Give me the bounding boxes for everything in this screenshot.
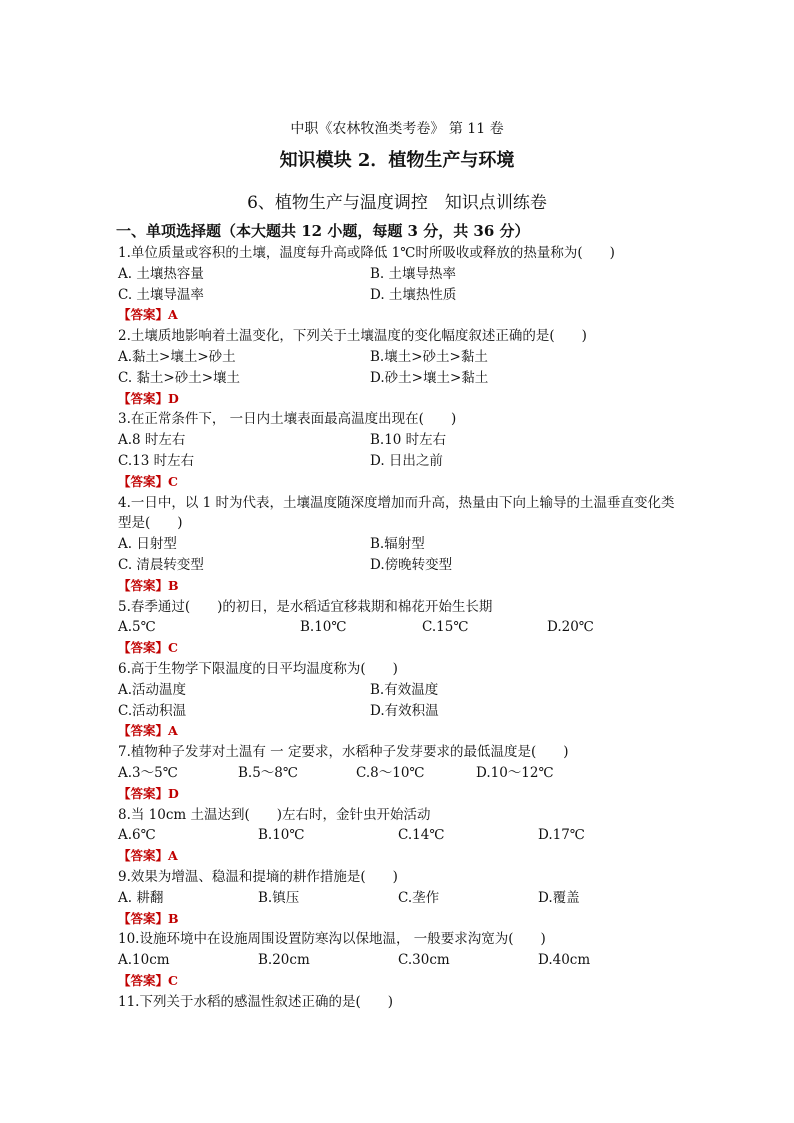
answer-label: 【答案】C <box>118 640 178 656</box>
option: D. 日出之前 <box>370 452 443 469</box>
option-row <box>118 701 688 722</box>
question-stem: 10.设施环境中在设施周围设置防寒沟以保地温， 一般要求沟宽为( ) <box>118 931 546 948</box>
question-stem: 3.在正常条件下， 一日内土壤表面最高温度出现在( ) <box>118 411 457 428</box>
option: C.30cm <box>398 952 450 969</box>
exam-subtitle: 6、植物生产与温度调控 知识点训练卷 <box>247 193 547 213</box>
option: A.黏土>壤土>砂土 <box>118 348 236 365</box>
answer-label: 【答案】D <box>118 785 179 801</box>
option: A.5℃ <box>118 619 156 636</box>
option: A.8 时左右 <box>118 432 186 449</box>
option: B.5～8℃ <box>238 764 298 781</box>
option: C.垄作 <box>398 889 440 906</box>
question-stem: 8.当 10cm 土温达到( )左右时，金针虫开始活动 <box>118 806 431 823</box>
option-row <box>118 451 688 472</box>
section-heading: 一、单项选择题（本大题共 12 小题，每题 3 分，共 36 分） <box>116 222 530 240</box>
option: B.镇压 <box>258 889 300 906</box>
option-row <box>118 680 688 701</box>
option: B.10℃ <box>300 619 347 636</box>
option-row <box>118 825 688 846</box>
option-row <box>118 264 688 285</box>
option: A. 耕翻 <box>118 889 164 906</box>
answer-label: 【答案】C <box>118 972 178 988</box>
answer-label: 【答案】A <box>118 723 178 739</box>
question-stem: 11.下列关于水稻的感温性叙述正确的是( ) <box>118 993 394 1010</box>
option: D.20℃ <box>547 619 594 636</box>
option-row <box>118 763 688 784</box>
option: C.8～10℃ <box>356 764 425 781</box>
option: B.有效温度 <box>370 681 439 698</box>
option-row <box>118 617 688 638</box>
question-stem: 7.植物种子发芽对土温有 一 定要求，水稻种子发芽要求的最低温度是( ) <box>118 744 569 761</box>
option: B.20cm <box>258 952 310 969</box>
option: A.6℃ <box>118 827 156 844</box>
option: C. 清晨转变型 <box>118 556 204 573</box>
option: C.活动积温 <box>118 702 187 719</box>
option-row <box>118 430 688 451</box>
option: A.3～5℃ <box>118 764 178 781</box>
question-stem: 1.单位质量或容积的土壤，温度每升高或降低 1℃时所吸收或释放的热量称为( ) <box>118 245 615 261</box>
option: D.砂土>壤土>黏土 <box>370 369 489 386</box>
option: A.10cm <box>118 952 170 969</box>
option: A. 土壤热容量 <box>118 265 204 282</box>
option: D.有效积温 <box>370 702 439 719</box>
option: C.14℃ <box>398 827 445 844</box>
option: D.17℃ <box>538 827 585 844</box>
option-row <box>118 950 688 971</box>
question-stem: 6.高于生物学下限温度的日平均温度称为( ) <box>118 660 398 677</box>
option: A.活动温度 <box>118 681 187 698</box>
question-stem: 5.春季通过( )的初日，是水稻适宜移栽期和棉花开始生长期 <box>118 598 493 615</box>
option: C.15℃ <box>422 619 469 636</box>
question-list <box>118 243 688 1012</box>
option: B.辐射型 <box>370 536 425 553</box>
option: B.壤土>砂土>黏土 <box>370 348 488 365</box>
option: D.10～12℃ <box>476 764 554 781</box>
option: C.13 时左右 <box>118 452 195 469</box>
option: C. 土壤导温率 <box>118 286 204 303</box>
module-title: 知识模块 2．植物生产与环境 <box>279 150 515 171</box>
exam-series-title: 中职《农林牧渔类考卷》 第 11 卷 <box>290 121 504 137</box>
option-row <box>118 285 688 306</box>
option-row <box>118 888 688 909</box>
answer-label: 【答案】B <box>118 910 179 926</box>
question-stem: 9.效果为增温、稳温和提墒的耕作措施是( ) <box>118 868 398 885</box>
option-row <box>118 534 688 555</box>
answer-label: 【答案】C <box>118 473 178 489</box>
answer-label: 【答案】D <box>118 390 179 406</box>
question-stem: 4.一日中，以 1 时为代表，土壤温度随深度增加而升高，热量由下向上输导的土温垂直变化类型是( ) <box>118 494 675 532</box>
option: D.傍晚转变型 <box>370 556 453 573</box>
option: D.覆盖 <box>538 889 580 906</box>
option-row <box>118 555 688 576</box>
answer-label: 【答案】A <box>118 307 178 323</box>
answer-label: 【答案】B <box>118 577 179 593</box>
question-stem: 2.土壤质地影响着土温变化，下列关于土壤温度的变化幅度叙述正确的是( ) <box>118 328 587 345</box>
option: A. 日射型 <box>118 536 177 553</box>
option: B.10 时左右 <box>370 432 447 449</box>
option-row <box>118 347 688 368</box>
option-row <box>118 368 688 389</box>
option: D.40cm <box>538 952 591 969</box>
option: B. 土壤导热率 <box>370 265 457 282</box>
option: D. 土壤热性质 <box>370 286 457 303</box>
option: C. 黏土>砂土>壤土 <box>118 369 241 386</box>
option: B.10℃ <box>258 827 305 844</box>
answer-label: 【答案】A <box>118 848 178 864</box>
